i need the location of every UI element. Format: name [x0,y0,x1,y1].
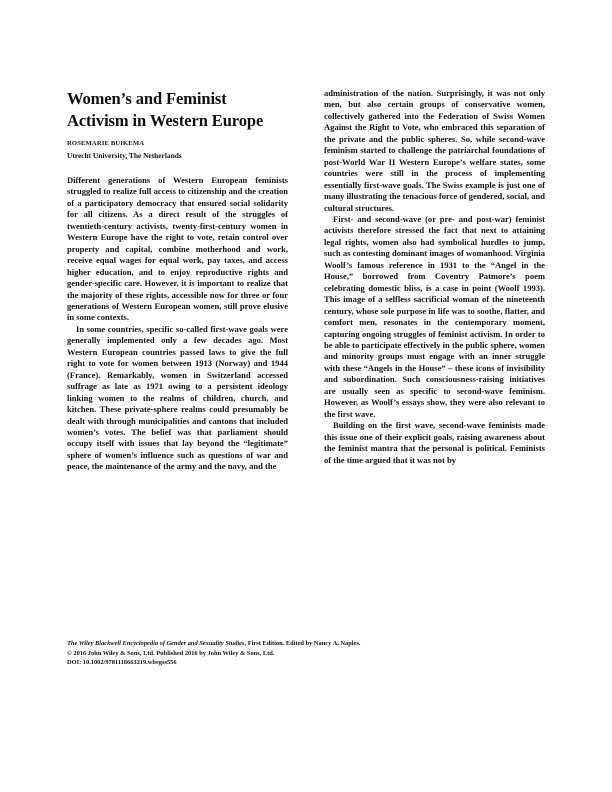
page-title: Women’s and Feminist Activism in Western Europe [67,89,264,130]
encyclopedia-title: The Wiley Blackwell Encyclopedia of Gender and Sexuality Studies [67,640,245,647]
footer-line-doi: DOI: 10.1002/9781118663219.wbegss556 [67,659,177,667]
footer-line-copyright: © 2016 John Wiley & Sons, Ltd. Published 2016 by John Wiley & Sons, Ltd. [67,649,275,657]
edition-editor: , First Edition. Edited by Nancy A. Naples. [244,640,361,647]
body-paragraph: Different generations of Western European feminists struggled to realize full access to citizenship and the creation of a participatory democracy that ensured social solidarity for all citizens. As a direct result of the struggles of twentieth-century activists, twenty-first-century women in Western Europe have the right to vote, retain control over property and capital, combine motherhood and work, receive equal wages for equal work, pay taxes, and access higher education, and to enjoy reproductive rights and gender-specific care. However, it is important to realize that the majority of these rights, accessible now for three or four generations of Western European women, still prove elusive in some contexts. [67,175,288,323]
article-columns [67,88,545,633]
author-affiliation: Utrecht University, The Netherlands [67,151,182,160]
body-paragraph: Building on the first wave, second-wave feminists made this issue one of their explicit goals, raising awareness about the feminist mantra that the personal is political. Feminists of the time argued that it was not by [324,420,545,465]
body-paragraph: First- and second-wave (or pre- and post-war) feminist activists therefore stressed the fact that next to attaining legal rights, women also had symbolical hurdles to jump, such as contesting dominant images of womanhood. Virginia Woolf’s famous reference in 1931 to the “Angel in the House,” borrowed from Coventry Patmore’s poem celebrating domestic bliss, is a case in point (Woolf 1993). This image of a selfless sacrificial woman of the nineteenth century, whose sole purpose in life was to soothe, flatter, and comfort men, resonates in the contemporary moment, capturing ongoing struggles of feminist activism. In order to be able to participate effectively in the public sphere, women and minority groups must engage with an inner struggle with these “Angels in the House” – these icons of invisibility and subordination. Such consciousness-raising initiatives are usually seen as specific to second-wave feminism. However, as Woolf’s essays show, they were also relevant to the first wave. [324,213,545,419]
copyright-footer [67,639,545,668]
right-column [324,88,545,466]
author-name: ROSEMARIE BUIKEMA [67,140,145,147]
left-column [67,88,288,473]
footer-line-citation [67,639,545,649]
body-paragraph: administration of the nation. Surprisingly, it was not only men, but also certain groups of conservative women, collectively gathered into the Federation of Swiss Women Against the Right to Vote, who embraced this separation of the private and the public spheres. So, while second-wave feminism started to challenge the patriarchal foundations of post-World War II Western Europe’s welfare states, some countries were still in the process of implementing essentially first-wave goals. The Swiss example is just one of many illustrating the tenacious force of gendered, social, and cultural structures. [324,88,545,213]
body-paragraph: In some countries, specific so-called first-wave goals were generally implemented only a few decades ago. Most Western European countries passed laws to give the full right to vote for women between 1913 (Norway) and 1944 (France). Remarkably, women in Switzerland accessed suffrage as late as 1971 owing to a persistent ideology linking women to the realms of children, church, and kitchen. These private-sphere realms could presumably be dealt with through municipalities and cantons that included women’s votes. The belief was that parliament should occupy itself with issues that lay beyond the “legitimate” sphere of women’s influence such as questions of war and peace, the maintenance of the army and the navy, and the [67,323,288,472]
